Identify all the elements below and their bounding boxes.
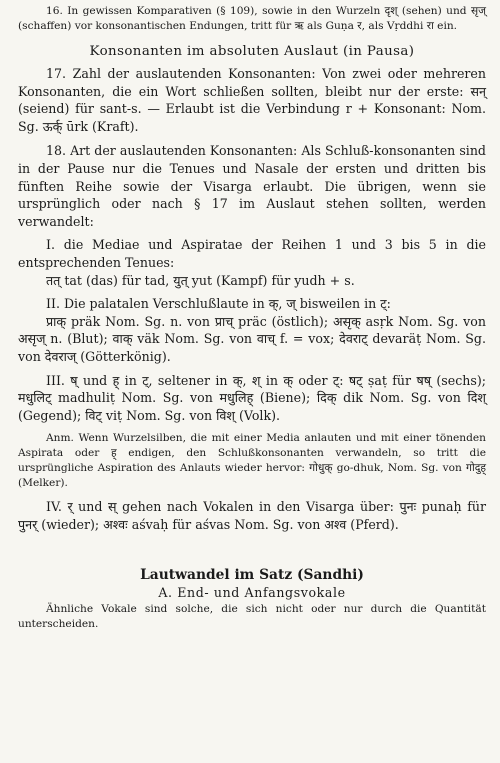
paragraph-aehnliche-vokale: Ähnliche Vokale sind solche, die sich nicht oder nur durch die Quantität unterscheiden.: [18, 603, 486, 631]
paragraph-17: 17. Zahl der auslautenden Konsonanten: Von zwei oder mehreren Konsonanten, die ein Wort schließen sollten, bleibt nur der erste: सन् (seiend) für sant-s. — Erlaubt ist die Verbindung r + Konsonant: Nom. Sg. ऊर्क् ūrk (Kraft).: [18, 66, 486, 134]
subheading-end-anfangsvokale: A. End- und Anfangsvokale: [158, 585, 346, 601]
rule-ii-example: प्राक् präk Nom. Sg. n. von प्राच् präc (östlich); असृक् asṛk Nom. Sg. von असृज् n. (Blut); वाक् väk Nom. Sg. von वाच् f. = vox; देवराट् devaräṭ Nom. Sg. von देवराज् (Götterkönig).: [18, 313, 486, 364]
paragraph-16: 16. In gewissen Komparativen (§ 109), sowie in den Wurzeln दृश् (sehen) und सृज् (schaffen) vor konsonantischen Endungen, tritt für ऋ als Guṇa र, als Vṛddhi रा ein.: [18, 5, 486, 32]
chapter-heading-sandhi: Lautwandel im Satz (Sandhi): [140, 567, 364, 584]
rule-i-heading: I. die Mediae und Aspiratae der Reihen 1 und 3 bis 5 in die entsprechenden Tenues:: [18, 237, 486, 270]
paragraph-18: 18. Art der auslautenden Konsonanten: Als Schluß-konsonanten sind in der Pause nur die Tenues und Nasale der ersten und dritten bis fünften Reihe sowie der Visarga erlaubt. Die übrigen, wenn sie ursprünglich oder nach § 17 im Auslaut stehen sollten, werden verwandelt:: [18, 143, 486, 229]
section-heading-pausa: Konsonanten im absoluten Auslaut (in Pausa): [89, 44, 415, 59]
rule-iii: III. ष् und ह् in ट्, seltener in क्, श् in क् oder ट्: षट् ṣaṭ für षष् (sechs); मधुलिट् madhuliṭ Nom. Sg. von मधुलिह् (Biene); दिक् dik Nom. Sg. von दिश् (Gegend); विट् viṭ Nom. Sg. von विश् (Volk).: [18, 372, 486, 423]
rule-i-example: तत् tat (das) für tad, युत् yut (Kampf) für yudh + s.: [46, 272, 355, 288]
rule-iv: IV. र् und स् gehen nach Vokalen in den Visarga über: पुनः punaḥ für पुनर् (wieder); अश्वः aśvaḥ für aśvas Nom. Sg. von अश्व (Pferd).: [18, 499, 486, 532]
note-anm: Anm. Wenn Wurzelsilben, die mit einer Media anlauten und mit einer tönenden Aspirata oder ह् endigen, den Schlußkonsonanten verwandeln, so tritt die ursprüngliche Aspiration des Anlauts wieder hervor: गोधुक् go-dhuk, Nom. Sg. von गोदुह् (Melker).: [18, 432, 486, 490]
rule-ii-heading: II. Die palatalen Verschlußlaute in क्, ज् bisweilen in ट्:: [46, 296, 391, 312]
